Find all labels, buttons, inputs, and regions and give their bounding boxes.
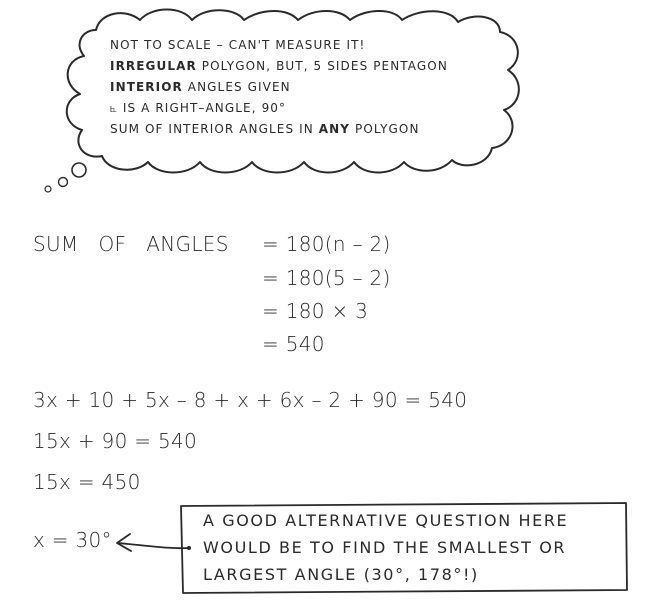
thought-text: POLYGON (350, 122, 420, 136)
note-line-2: WOULD BE TO FIND THE SMALLEST OR (203, 538, 567, 557)
sum-step-3: = 180 × 3 (262, 299, 369, 323)
thought-text: POLYGON, BUT, 5 SIDES PENTAGON (196, 59, 448, 73)
thought-text: IS A RIGHT–ANGLE, 90° (117, 101, 287, 115)
equation-4: x = 30° (33, 528, 112, 552)
thought-line-1 (110, 38, 365, 52)
sum-step-4: = 540 (262, 332, 325, 356)
thought-text: SUM OF INTERIOR ANGLES IN (110, 122, 319, 136)
arrow-tail-dot (187, 546, 191, 550)
note-line-3: LARGEST ANGLE (30°, 178°!) (203, 565, 479, 584)
sum-step-2: = 180(5 – 2) (262, 266, 391, 290)
thought-bubble-small (45, 186, 51, 192)
thought-text: NOT TO SCALE – CAN'T MEASURE IT! (110, 38, 366, 52)
equation-2: 15x + 90 = 540 (33, 429, 198, 453)
thought-bubble-medium (59, 178, 68, 187)
note-line-1: A GOOD ALTERNATIVE QUESTION HERE (203, 511, 569, 530)
thought-line-4 (110, 101, 286, 116)
thought-text: ANGLES GIVEN (182, 80, 291, 94)
arrow-head (117, 534, 131, 551)
thought-bold-word: ANY (318, 122, 351, 136)
thought-line-3 (110, 80, 291, 94)
thought-bubble-large (72, 163, 86, 177)
thought-bold-word: IRREGULAR (110, 59, 197, 73)
thought-line-5 (110, 122, 420, 136)
equation-1: 3x + 10 + 5x – 8 + x + 6x – 2 + 90 = 540 (33, 388, 468, 412)
sum-label: SUM OF ANGLES (33, 232, 229, 256)
arrow-line (118, 543, 188, 548)
thought-bold-word: INTERIOR (110, 80, 183, 94)
right-angle-icon: ⦜ (110, 101, 118, 115)
equation-3: 15x = 450 (33, 470, 141, 494)
sum-step-1: = 180(n – 2) (262, 232, 391, 256)
thought-line-2 (110, 59, 448, 73)
